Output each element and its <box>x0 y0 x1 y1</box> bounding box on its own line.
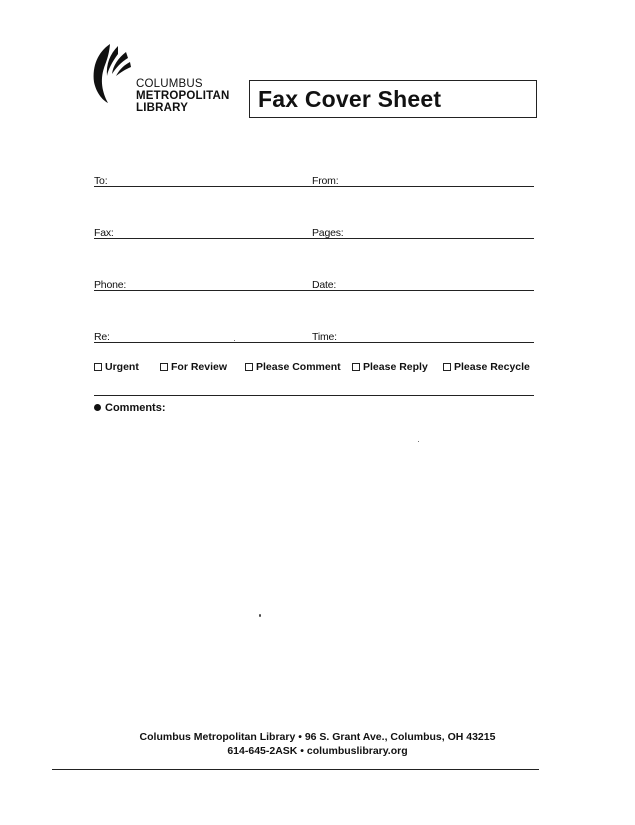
checkbox-icon[interactable] <box>245 363 253 371</box>
scan-speck <box>259 614 261 617</box>
footer-divider <box>52 769 539 770</box>
title-box <box>249 80 537 118</box>
checkbox-label: Please Reply <box>363 361 428 373</box>
phone-label: Phone: <box>94 279 127 291</box>
org-line-3: LIBRARY <box>136 102 189 114</box>
page-title: Fax Cover Sheet <box>258 86 442 112</box>
re-label: Re: <box>94 331 110 343</box>
footer-contact: 614-645-2ASK • columbuslibrary.org <box>227 745 408 757</box>
org-line-1: COLUMBUS <box>136 78 203 90</box>
checkbox-label: Urgent <box>105 361 139 373</box>
fax-label: Fax: <box>94 227 114 239</box>
footer-address: Columbus Metropolitan Library • 96 S. Grant Ave., Columbus, OH 43215 <box>139 731 496 743</box>
date-label: Date: <box>312 279 337 291</box>
from-label: From: <box>312 175 339 187</box>
comments-heading <box>94 402 166 414</box>
checkbox-please-comment[interactable] <box>245 361 341 373</box>
checkbox-urgent[interactable] <box>94 361 139 373</box>
pages-label: Pages: <box>312 227 344 239</box>
comments-label: Comments: <box>105 402 166 414</box>
checkbox-icon[interactable] <box>160 363 168 371</box>
org-line-2: METROPOLITAN <box>136 90 230 102</box>
checkbox-divider <box>94 395 534 396</box>
time-label: Time: <box>312 331 337 343</box>
organization-name <box>136 78 230 114</box>
checkbox-icon[interactable] <box>94 363 102 371</box>
bullet-icon <box>94 404 101 411</box>
checkbox-icon[interactable] <box>352 363 360 371</box>
checkbox-label: Please Recycle <box>454 361 530 373</box>
checkbox-icon[interactable] <box>443 363 451 371</box>
to-label: To: <box>94 175 108 187</box>
checkbox-please-recycle[interactable] <box>443 361 530 373</box>
checkbox-label: For Review <box>171 361 228 373</box>
checkbox-please-reply[interactable] <box>352 361 428 373</box>
feather-leaf-logo-icon <box>88 42 132 104</box>
checkbox-for-review[interactable] <box>160 361 227 373</box>
checkbox-label: Please Comment <box>256 361 341 373</box>
scan-speck <box>418 441 419 442</box>
scan-speck <box>234 340 235 341</box>
